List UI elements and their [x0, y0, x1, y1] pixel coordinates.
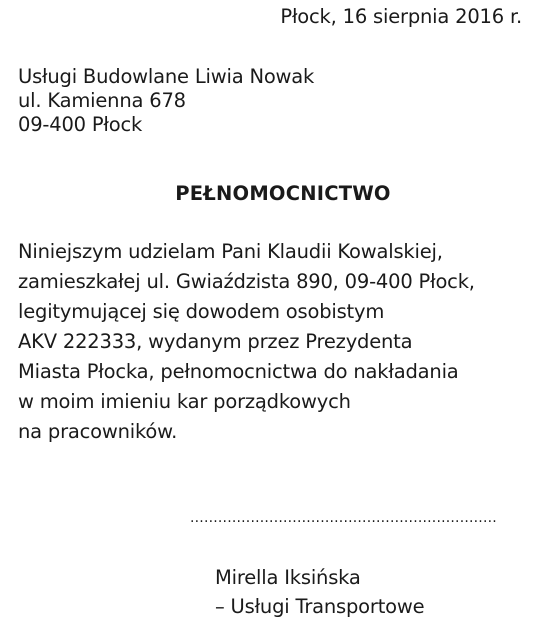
place-date: Płock, 16 sierpnia 2016 r.: [280, 5, 522, 28]
body-line: Miasta Płocka, pełnomocnictwa do nakładania: [18, 360, 459, 383]
signature-line: ..................................................................: [190, 510, 497, 526]
body-line: zamieszkałej ul. Gwiaździsta 890, 09-400 Płock,: [18, 270, 475, 293]
document-title: PEŁNOMOCNICTWO: [175, 182, 391, 205]
body-line: legitymującej się dowodem osobistym: [18, 300, 385, 323]
signatory-company: – Usługi Transportowe: [215, 595, 425, 618]
sender-address: [18, 65, 314, 137]
body-line: Niniejszym udzielam Pani Klaudii Kowalskiej,: [18, 240, 443, 263]
body-line: w moim imieniu kar porządkowych: [18, 390, 351, 413]
body-line: na pracowników.: [18, 420, 178, 443]
sender-city: 09-400 Płock: [18, 113, 143, 136]
sender-name: Usługi Budowlane Liwia Nowak: [18, 65, 315, 88]
signatory-name: Mirella Iksińska: [215, 566, 361, 589]
body-line: AKV 222333, wydanym przez Prezydenta: [18, 330, 413, 353]
signature-block: [215, 563, 424, 621]
sender-street: ul. Kamienna 678: [18, 89, 186, 112]
document-body: [18, 237, 475, 447]
